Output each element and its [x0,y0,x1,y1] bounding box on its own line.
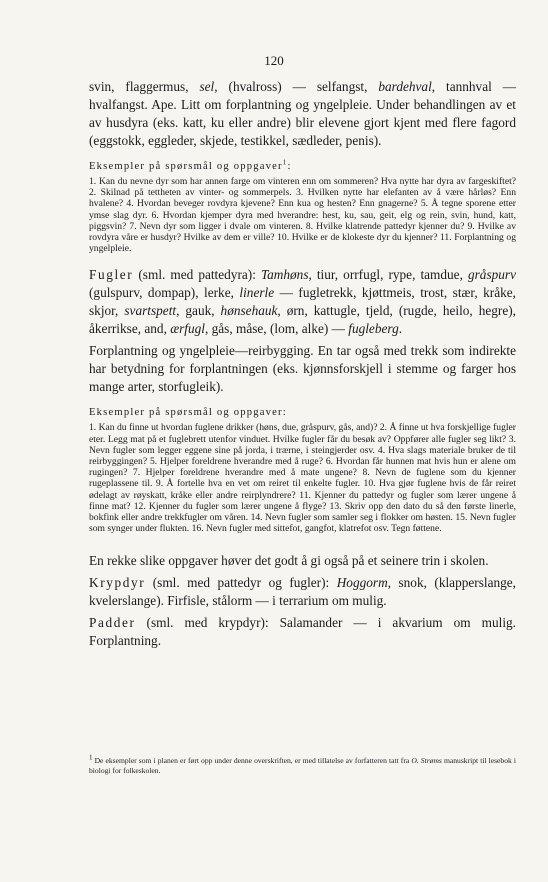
term-bardehval: bardehval [378,79,432,94]
section1-heading-text: Eksempler på spørsmål og oppgaver [89,161,283,172]
fugler-text-2: (gulspurv, dompap), lerke, [89,285,240,301]
krypdyr-text-2: , snok, (klapperslange, kvelerslange). Firfisle, stålorm — i terrarium om mulig. [89,575,516,609]
term-aerfugl: ærfugl [170,321,205,337]
fugler-text-6: , gås, måse, (lom, alke) — [204,321,349,337]
term-graspurv: gråspurv [467,267,516,283]
term-hoggorm: Hoggorm [336,575,388,591]
section2-questions: 1. Kan du finne ut hvordan fuglene drikker (høns, due, gråspurv, gås, and)? 2. Å finne ut hva forskjellige fugler eter. Legg mat på et fuglebrett utenfor vinduet. Hvilke fugler får du besøk av? Oppfører alle fugler seg likt? 3. Nevn fugler som legger eggene sine på jorda, i trærne, i steingjerder osv. 4. Hva slags materiale bruker de til reirbyggingen? 5. Hjelper foreldrene hverandre med å ruge? 6. Hvordan får hunnen mat hvis hun er alene om rugingen? 7. Hjelper foreldrene hverandre med å mate ungene? 8. Nevn de fuglene som du kjenner rugeplassene til. 9. Å fortelle hva en vet om reiret til enkelte fugler. 10. Hva gjør fuglene hvis de får reiret ødelagt av røyskatt, kråke eller andre reirplyndrere? 11. Kjenner du pattedyr og fugler som lærer ungene å finne mat? 12. Kjenner du fugler som lærer ungene å flyge? 13. Skriv opp den dato du så den første linerle, bokfink eller andre trekkfugler om våren. 14. Nevn fugler som samler seg i flokker om høsten. 15. Nevn fugler som synger under flukten. 16. Nevn fugler med sittefot, gangfot, klatrefot osv. Tegn føttene. [89,422,516,535]
footnote-text-1: De eksempler som i planen er ført opp under denne overskriften, er med tillatelse av forfatteren tatt fra [92,756,412,765]
footnote-text-2: manuskript til lesebok i biologi for folkeskolen. [89,756,516,775]
footnote-mark: 1 [89,753,93,762]
fugler-text-3: — fugletrekk, kjøttmeis, trost, stær, kråke, skjor, [89,285,516,319]
fugler-text-7: . [398,321,403,337]
fugler-lead: Fugler [89,267,134,283]
padder-lead: Padder [89,615,136,631]
section1-heading [89,160,516,173]
fugler-paragraph [89,266,516,338]
krypdyr-paragraph [89,574,516,610]
fugler-text-1: , tiur, orrfugl, rype, tamdue, [308,267,468,283]
term-honsehauk: hønsehauk [220,303,278,319]
section1-questions: 1. Kan du nevne dyr som har annen farge om vinteren enn om sommeren? Hva nytte har dyra av fargeskiftet? 2. Skilnad på tettheten av vinter- og sommerpels. 3. Hvilken nytte har elefanten av å være hårløs? Enn hvalene? 4. Hvordan beveger rovdyra kjevene? Enn kua og hesten? Enn gnagerne? 5. Å tegne sporene etter ymse slag dyr. 6. Hvordan kjemper dyra med hverandre: hest, ku, sau, geit, elg og rein, svin, hund, katt, piggsvin? 7. Nevn dyr som ligger i dvale om vinteren. 8. Hvilke klatrende pattedyr kjenner du? 9. Hvilke av rovdyra våre er husdyr? Hvilke av dem er ville? 10. Hvilke er de klokeste dyr du kjenner? 11. Forplantning og yngelpleie. [89,176,516,255]
krypdyr-text-1: (sml. med pattedyr og fugler): [145,575,337,591]
fugler-text-4: , gauk, [176,303,221,319]
footnote [89,753,516,776]
krypdyr-lead: Krypdyr [89,575,146,591]
page-content [89,78,516,650]
term-sel: sel [199,79,215,94]
footnote-author: O. Strøms [411,756,442,765]
section1-heading-colon: : [287,161,292,172]
intro-text-1: svin, flaggermus, [89,79,200,94]
term-svartspett: svartspett [124,303,177,319]
page-number: 120 [264,53,284,68]
fugler-text-5: , ørn, kattugle, tjeld, (rugde, heilo, hegre), åkerrikse, and, [89,303,516,337]
fugler-text-0: (sml. med pattedyra): [133,267,261,283]
term-tamhons: Tamhøns [260,267,309,283]
footnote-ref: 1 [282,158,288,167]
padder-paragraph [89,614,516,650]
intro-paragraph [89,78,516,150]
padder-text-1: (sml. med krypdyr): Salamander — i akvarium om mulig. Forplantning. [89,615,516,649]
term-fugleberg: fugleberg [348,321,399,337]
intro-text-3: , tannhval — hvalfangst. Ape. Litt om forplantning og yngelpleie. Under behandlingen av et av husdyra (eks. katt, ku eller andre) blir elevene gjort kjent med flere fagord (eggstokk, eggleder, skjede, testikkel, sædleder, penis). [89,79,517,148]
forplantning-paragraph: Forplantning og yngelpleie—reirbygging. En tar også med trekk som indirekte har betydning for forplantningen (eks. kjønnsforskjell i stemme og farger hos mange arter, storfugleik). [89,343,516,395]
term-linerle: linerle [239,285,275,301]
intro-text-2: , (hvalross) — selfangst, [214,79,379,94]
rekke-paragraph: En rekke slike oppgaver høver det godt å gi også på et seinere trin i skolen. [89,553,489,569]
section2-heading: Eksempler på spørsmål og oppgaver: [89,407,287,419]
